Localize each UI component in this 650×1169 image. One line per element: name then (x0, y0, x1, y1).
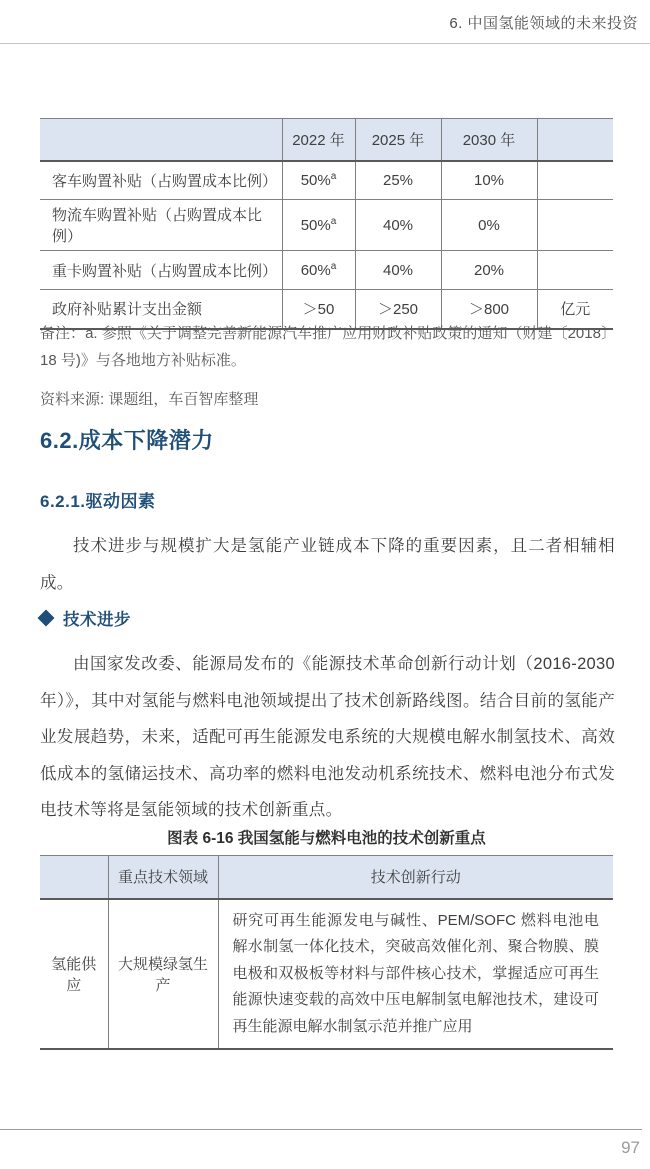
header-cell-unit (537, 119, 613, 161)
cell-value: 50% (300, 171, 331, 189)
header-cell-field: 重点技术领域 (108, 856, 218, 899)
value-cell-2022 (282, 251, 355, 290)
value-cell-2025: ＞250 (355, 290, 441, 329)
value-cell-2025: 25% (355, 161, 441, 200)
unit-cell (537, 200, 613, 251)
innovation-table (40, 855, 613, 1050)
unit-cell (537, 251, 613, 290)
bullet-heading-tech-progress (40, 606, 131, 630)
value-cell-2030: 20% (441, 251, 537, 290)
table-row (40, 899, 613, 1050)
header-cell-2022: 2022 年 (282, 119, 355, 161)
table-row (40, 161, 613, 200)
unit-cell: 亿元 (537, 290, 613, 329)
field-cell: 大规模绿氢生产 (108, 899, 218, 1050)
footnote-marker: a (330, 260, 337, 272)
header-divider (0, 43, 650, 44)
footnote-marker: a (330, 215, 337, 227)
innovation-table-header-row (40, 856, 613, 899)
value-cell-2030: 0% (441, 200, 537, 251)
value-cell-2030: 10% (441, 161, 537, 200)
value-cell-2025: 40% (355, 251, 441, 290)
section-heading-6-2: 6.2.成本下降潜力 (40, 428, 214, 453)
footer-divider (0, 1129, 642, 1130)
subsidy-table-header-row (40, 119, 613, 161)
value-cell-2022 (282, 200, 355, 251)
value-cell-2030: ＞800 (441, 290, 537, 329)
category-cell: 氢能供应 (40, 899, 108, 1050)
diamond-icon (38, 610, 55, 627)
row-label-cell: 物流车购置补贴（占购置成本比例） (40, 200, 282, 251)
figure-caption: 图表 6-16 我国氢能与燃料电池的技术创新重点 (167, 830, 486, 847)
header-cell-2030: 2030 年 (441, 119, 537, 161)
subsidy-table (40, 118, 613, 330)
header-cell-2025: 2025 年 (355, 119, 441, 161)
paragraph-drivers: 技术进步与规模扩大是氢能产业链成本下降的重要因素，且二者相辅相成。 (40, 537, 615, 592)
value-cell-2025: 40% (355, 200, 441, 251)
row-label-cell: 重卡购置补贴（占购置成本比例） (40, 251, 282, 290)
footnote-marker: a (330, 170, 337, 182)
row-label-cell: 政府补贴累计支出金额 (40, 290, 282, 329)
header-cell-empty (40, 119, 282, 161)
header-cell-empty (40, 856, 108, 899)
row-label-cell: 客车购置补贴（占购置成本比例） (40, 161, 282, 200)
subsection-heading-6-2-1: 6.2.1.驱动因素 (40, 492, 156, 511)
cell-value: ＞50 (302, 301, 335, 319)
bullet-heading-label: 技术进步 (63, 611, 131, 629)
table-row (40, 200, 613, 251)
table-footnote: 备注：a. 参照《关于调整完善新能源汽车推广应用财政补贴政策的通知（财建〔2018〕18 号)》与各地地方补贴标准。 (40, 325, 616, 369)
paragraph-tech-roadmap: 由国家发改委、能源局发布的《能源技术革命创新行动计划（2016-2030年）》，其中对氢能与燃料电池领域提出了技术创新路线图。结合目前的氢能产业发展趋势，未来，适配可再生能源发电系统的大规模电解水制氢技术、高效低成本的氢储运技术、高功率的燃料电池发动机系统技术、燃料电池分布式发电技术等将是氢能领域的技术创新重点。 (40, 655, 615, 819)
unit-cell (537, 161, 613, 200)
cell-value: 60% (300, 261, 331, 279)
header-cell-action: 技术创新行动 (218, 856, 613, 899)
action-cell: 研究可再生能源发电与碱性、PEM/SOFC 燃料电池电解水制氢一体化技术，突破高效催化剂、聚合物膜、膜电极和双极板等材料与部件核心技术，掌握适应可再生能源快速变载的高效中压电解制氢电解池技术，建设可再生能源电解水制氢示范并推广应用 (218, 899, 613, 1050)
value-cell-2022 (282, 161, 355, 200)
table-row (40, 251, 613, 290)
running-header-title: 6. 中国氢能领域的未来投资 (449, 15, 638, 32)
cell-value: 50% (300, 216, 331, 234)
page-number: 97 (621, 1138, 640, 1157)
data-source-line: 资料来源: 课题组，车百智库整理 (40, 391, 259, 408)
